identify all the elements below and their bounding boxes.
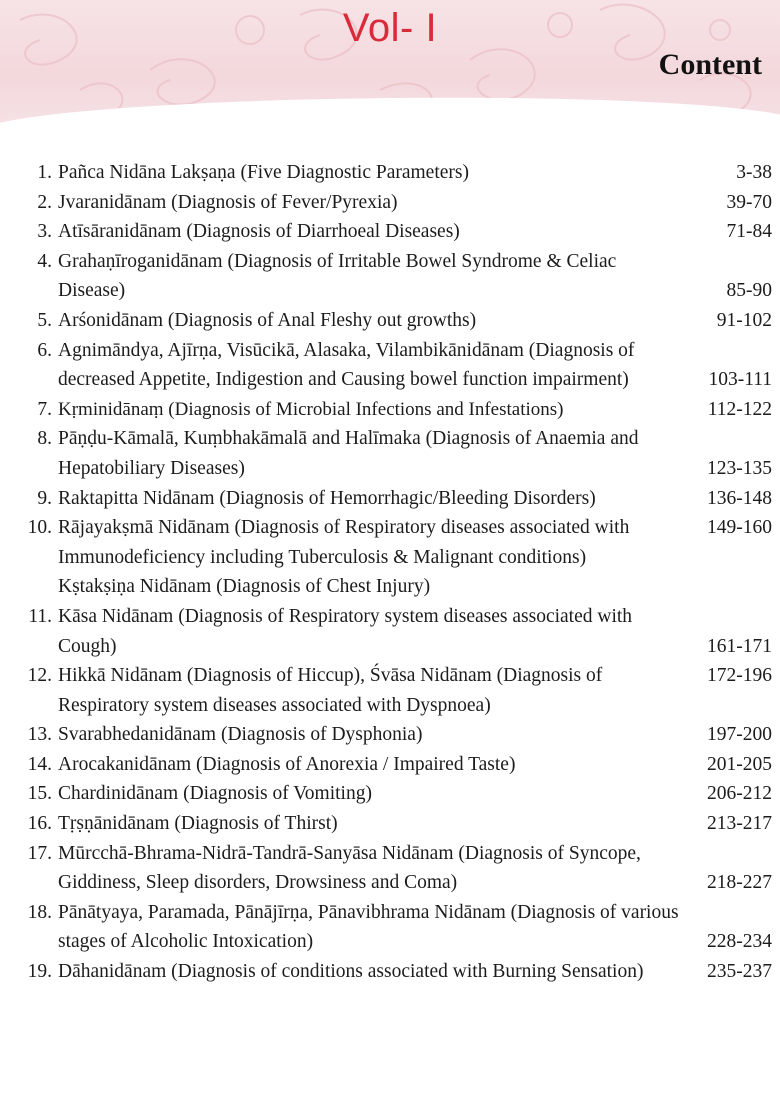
toc-number: 4. [37,250,52,272]
toc-pages: 112-122 [707,398,772,420]
toc-pages: 213-217 [707,813,772,835]
toc-entry[interactable] [0,839,780,898]
toc-number: 15. [27,783,52,805]
toc-title: Svarabhedanidānam (Diagnosis of Dysphonia) [58,724,423,746]
toc-entry[interactable] [0,247,780,306]
toc-title: Hikkā Nidānam (Diagnosis of Hiccup), Śvāsa Nidānam (Diagnosis of Respiratory system diseases associated with Dyspnoea) [58,665,603,716]
toc-number: 6. [37,339,52,361]
toc-pages: 71-84 [726,221,772,243]
toc-entry[interactable] [0,720,780,750]
toc-pages: 201-205 [707,753,772,775]
volume-title: Vol- I [342,6,438,50]
toc-pages: 149-160 [707,517,772,539]
toc-entry[interactable] [0,661,780,720]
toc-entry[interactable] [0,217,780,247]
toc-title: Dāhanidānam (Diagnosis of conditions associated with Burning Sensation) [58,961,644,983]
toc-entry[interactable] [0,188,780,218]
toc-entry[interactable] [0,513,780,602]
toc-pages: 39-70 [726,191,772,213]
content-heading: Content [658,48,762,81]
toc-number: 16. [27,813,52,835]
toc-entry[interactable] [0,602,780,661]
toc-pages: 91-102 [716,309,772,331]
toc-title: Grahaṇīroganidānam (Diagnosis of Irritable Bowel Syndrome & Celiac Disease) [58,250,617,302]
toc-pages: 3-38 [736,162,772,183]
toc-entry[interactable] [0,779,780,809]
toc-pages: 136-148 [707,487,772,509]
toc-pages: 103-111 [708,369,772,391]
toc-number: 7. [37,398,52,420]
toc-pages: 197-200 [707,724,772,746]
toc-number: 8. [37,428,52,450]
toc-title: Pāṇḍu-Kāmalā, Kuṃbhakāmalā and Halīmaka (Diagnosis of Anaemia and Hepatobiliary Diseases) [58,428,639,479]
toc-number: 1. [37,162,52,183]
toc-title: Pānātyaya, Paramada, Pānājīrṇa, Pānavibhrama Nidānam (Diagnosis of various stages of Alcoholic Intoxication) [58,901,679,953]
toc-title: Kṛminidānaṃ (Diagnosis of Microbial Infections and Infestations) [58,398,564,420]
toc-entry[interactable] [0,336,780,395]
toc-title: Rājayakṣmā Nidānam (Diagnosis of Respiratory diseases associated with Immunodeficiency including Tuberculosis & Malignant conditions) [58,517,630,568]
toc-pages: 218-227 [707,872,772,894]
toc-number: 3. [37,221,52,243]
toc-number: 14. [27,753,52,775]
toc-pages: 206-212 [707,783,772,805]
toc-title: Mūrcchā-Bhrama-Nidrā-Tandrā-Sanyāsa Nidānam (Diagnosis of Syncope, Giddiness, Sleep disorders, Drowsiness and Coma) [58,842,641,894]
toc-title: Jvaranidānam (Diagnosis of Fever/Pyrexia) [58,191,398,213]
toc-number: 5. [37,309,52,331]
toc-entry[interactable] [0,306,780,336]
toc-pages: 235-237 [707,961,772,983]
toc-number: 2. [37,191,52,213]
toc-title: Arocakanidānam (Diagnosis of Anorexia / Impaired Taste) [58,753,516,775]
toc-pages: 161-171 [707,635,772,657]
toc-entry[interactable] [0,957,780,987]
toc-title: Arśonidānam (Diagnosis of Anal Fleshy out growths) [58,309,477,331]
table-of-contents [0,158,780,987]
toc-title: Pañca Nidāna Lakṣaṇa (Five Diagnostic Parameters) [58,162,469,183]
toc-entry[interactable] [0,424,780,483]
toc-pages: 123-135 [707,457,772,479]
toc-pages: 85-90 [726,280,772,302]
toc-number: 12. [27,665,52,687]
toc-entry[interactable] [0,158,780,188]
toc-entry[interactable] [0,484,780,514]
toc-pages: 228-234 [707,931,772,953]
toc-number: 13. [27,724,52,746]
toc-title: Tṛṣṇānidānam (Diagnosis of Thirst) [58,813,338,835]
toc-entry[interactable] [0,750,780,780]
header-banner [0,0,780,126]
toc-title: Raktapitta Nidānam (Diagnosis of Hemorrhagic/Bleeding Disorders) [58,487,596,509]
toc-title: Atīsāranidānam (Diagnosis of Diarrhoeal Diseases) [58,221,460,243]
toc-pages: 172-196 [707,665,772,687]
toc-number: 17. [27,842,52,864]
toc-number: 11. [28,605,52,627]
toc-number: 19. [27,961,52,983]
toc-subtitle: Kṣtakṣiṇa Nidānam (Diagnosis of Chest Injury) [58,576,431,598]
toc-entry[interactable] [0,898,780,957]
toc-entry[interactable] [0,395,780,425]
toc-number: 10. [27,517,52,539]
toc-title: Agnimāndya, Ajīrṇa, Visūcikā, Alasaka, Vilambikānidānam (Diagnosis of decreased Appetite, Indigestion and Causing bowel function impairment) [58,339,635,391]
toc-entry[interactable] [0,809,780,839]
toc-number: 9. [37,487,52,509]
toc-title: Kāsa Nidānam (Diagnosis of Respiratory system diseases associated with Cough) [58,605,633,657]
toc-title: Chardinidānam (Diagnosis of Vomiting) [58,783,372,805]
toc-number: 18. [27,901,52,923]
